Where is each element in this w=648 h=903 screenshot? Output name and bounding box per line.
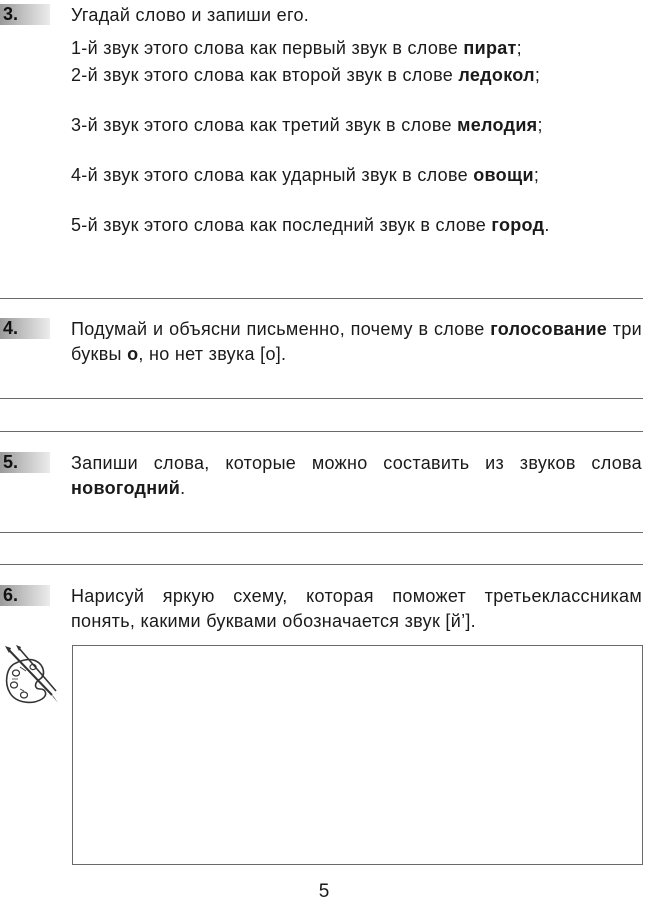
task-5-text-part: . [180, 478, 186, 498]
clue-text: 3-й звук этого слова как третий звук в слове [71, 115, 458, 135]
clue-end: . [544, 215, 550, 235]
task-4-number: 4. [0, 318, 50, 339]
answer-line[interactable] [0, 431, 643, 432]
task-3-clue-3 [71, 113, 642, 138]
task-5-text [71, 451, 642, 501]
task-5-word: новогодний [71, 478, 181, 498]
clue-text: 2-й звук этого слова как второй звук в слове [71, 65, 459, 85]
task-4-letter: о [127, 344, 139, 364]
clue-end: ; [534, 65, 541, 85]
task-4-text-part: , но нет звука [о]. [138, 344, 287, 364]
clue-end: ; [516, 38, 522, 58]
answer-line[interactable] [0, 398, 643, 399]
task-4-word: голосование [490, 319, 608, 339]
task-6-text: Нарисуй яркую схему, которая поможет третьеклассникам понять, какими буквами обозначается звук [й’]. [71, 586, 642, 631]
task-3-number: 3. [0, 4, 50, 25]
clue-word: ледокол [458, 65, 535, 85]
task-3-clue-1 [71, 36, 642, 61]
task-6-number: 6. [0, 585, 50, 606]
task-3-clue-4 [71, 163, 642, 188]
page-number: 5 [318, 881, 330, 902]
task-3-clue-2 [71, 63, 642, 88]
task-5-number: 5. [0, 452, 50, 473]
answer-line[interactable] [0, 564, 643, 565]
task-4-text [71, 317, 642, 367]
clue-text: 1-й звук этого слова как первый звук в слове [71, 38, 464, 58]
drawing-area[interactable] [72, 645, 643, 865]
answer-line[interactable] [0, 532, 643, 533]
task-4-text-part: три буквы [71, 319, 642, 364]
clue-end: ; [537, 115, 543, 135]
answer-line[interactable] [0, 298, 643, 299]
clue-word: овощи [473, 165, 534, 185]
task-5-text-part: Запиши слова, которые можно составить из звуков слова [71, 453, 642, 473]
clue-word: пират [463, 38, 517, 58]
clue-end: ; [533, 165, 540, 185]
clue-text: 5-й звук этого слова как последний звук в слове [71, 215, 492, 235]
clue-word: город [491, 215, 545, 235]
task-4-text-part: Подумай и объясни письменно, почему в слове [71, 319, 491, 339]
clue-word: мелодия [457, 115, 538, 135]
clue-text: 4-й звук этого слова как ударный звук в слове [71, 165, 474, 185]
palette-brush-icon [2, 645, 62, 707]
task-3-prompt: Угадай слово и запиши его. [71, 5, 310, 25]
task-3-clue-5 [71, 213, 642, 238]
